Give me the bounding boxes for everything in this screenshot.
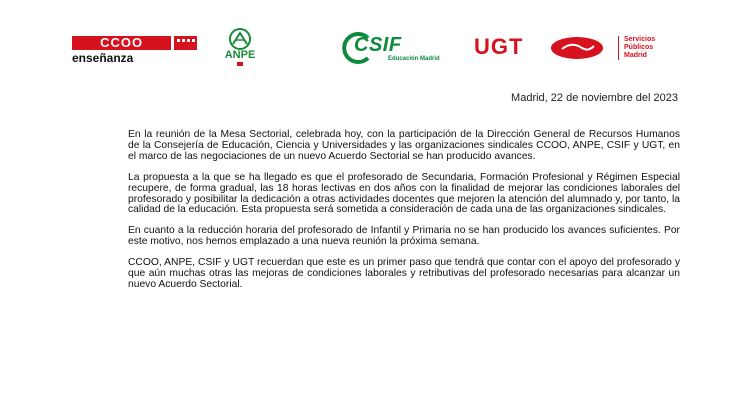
ccoo-logo xyxy=(72,36,197,65)
ccoo-wordmark: CCOO xyxy=(72,36,171,50)
paragraph: CCOO, ANPE, CSIF y UGT recuerdan que este es un primer paso que tendrá que contar con el apoyo del profesorado y que aún muchas otras las mejoras de condiciones laborales y retributivas del profesorado necesarias para alcanzar un nuevo Acuerdo Sectorial. xyxy=(128,257,680,290)
ugt-divider xyxy=(618,36,619,60)
ccoo-subtitle: enseñanza xyxy=(72,51,134,65)
ugt-emblem-icon xyxy=(548,36,606,60)
ugt-services-label: Servicios Públicos Madrid xyxy=(624,36,656,59)
ugt-wordmark: UGT xyxy=(474,34,524,59)
paragraph: En cuanto a la reducción horaria del profesorado de Infantil y Primaria no se han producido los avances suficientes. Por este motivo, nos hemos emplazado a una nueva reunión la próxima semana. xyxy=(128,225,680,248)
document-date: Madrid, 22 de noviembre del 2023 xyxy=(511,92,678,104)
logo-header xyxy=(0,28,750,78)
csif-subtitle: Educación Madrid xyxy=(388,56,440,62)
anpe-wordmark: ANPE xyxy=(224,49,256,61)
madrid-stars-icon xyxy=(174,36,197,50)
paragraph: En la reunión de la Mesa Sectorial, celebrada hoy, con la participación de la Dirección General de Recursos Humanos de la Consejería de Educación, Ciencia y Universidades y las organizaciones sindicales CCOO, ANPE, CSIF y UGT, en el marco de las negociaciones de un nuevo Acuerdo Sectorial se han producido avances. xyxy=(128,129,680,162)
anpe-logo xyxy=(222,28,258,66)
madrid-flag-icon xyxy=(237,62,243,66)
csif-logo xyxy=(338,32,464,64)
paragraph: La propuesta a la que se ha llegado es que el profesorado de Secundaria, Formación Profesional y Régimen Especial recupere, de forma gradual, las 18 horas lectivas en dos años con la finalidad de mejorar las condiciones laborales del profesorado y posibilitar la dedicación a otras actividades docentes que mejoren la atención del alumnado y, por tanto, la calidad de la educación. Esta propuesta será sometida a consideración de cada una de las organizaciones sindicales. xyxy=(128,171,680,216)
document-body xyxy=(128,130,680,301)
csif-wordmark: CSIF xyxy=(354,34,402,56)
ugt-logo xyxy=(474,34,656,59)
anpe-emblem-icon xyxy=(225,28,255,50)
